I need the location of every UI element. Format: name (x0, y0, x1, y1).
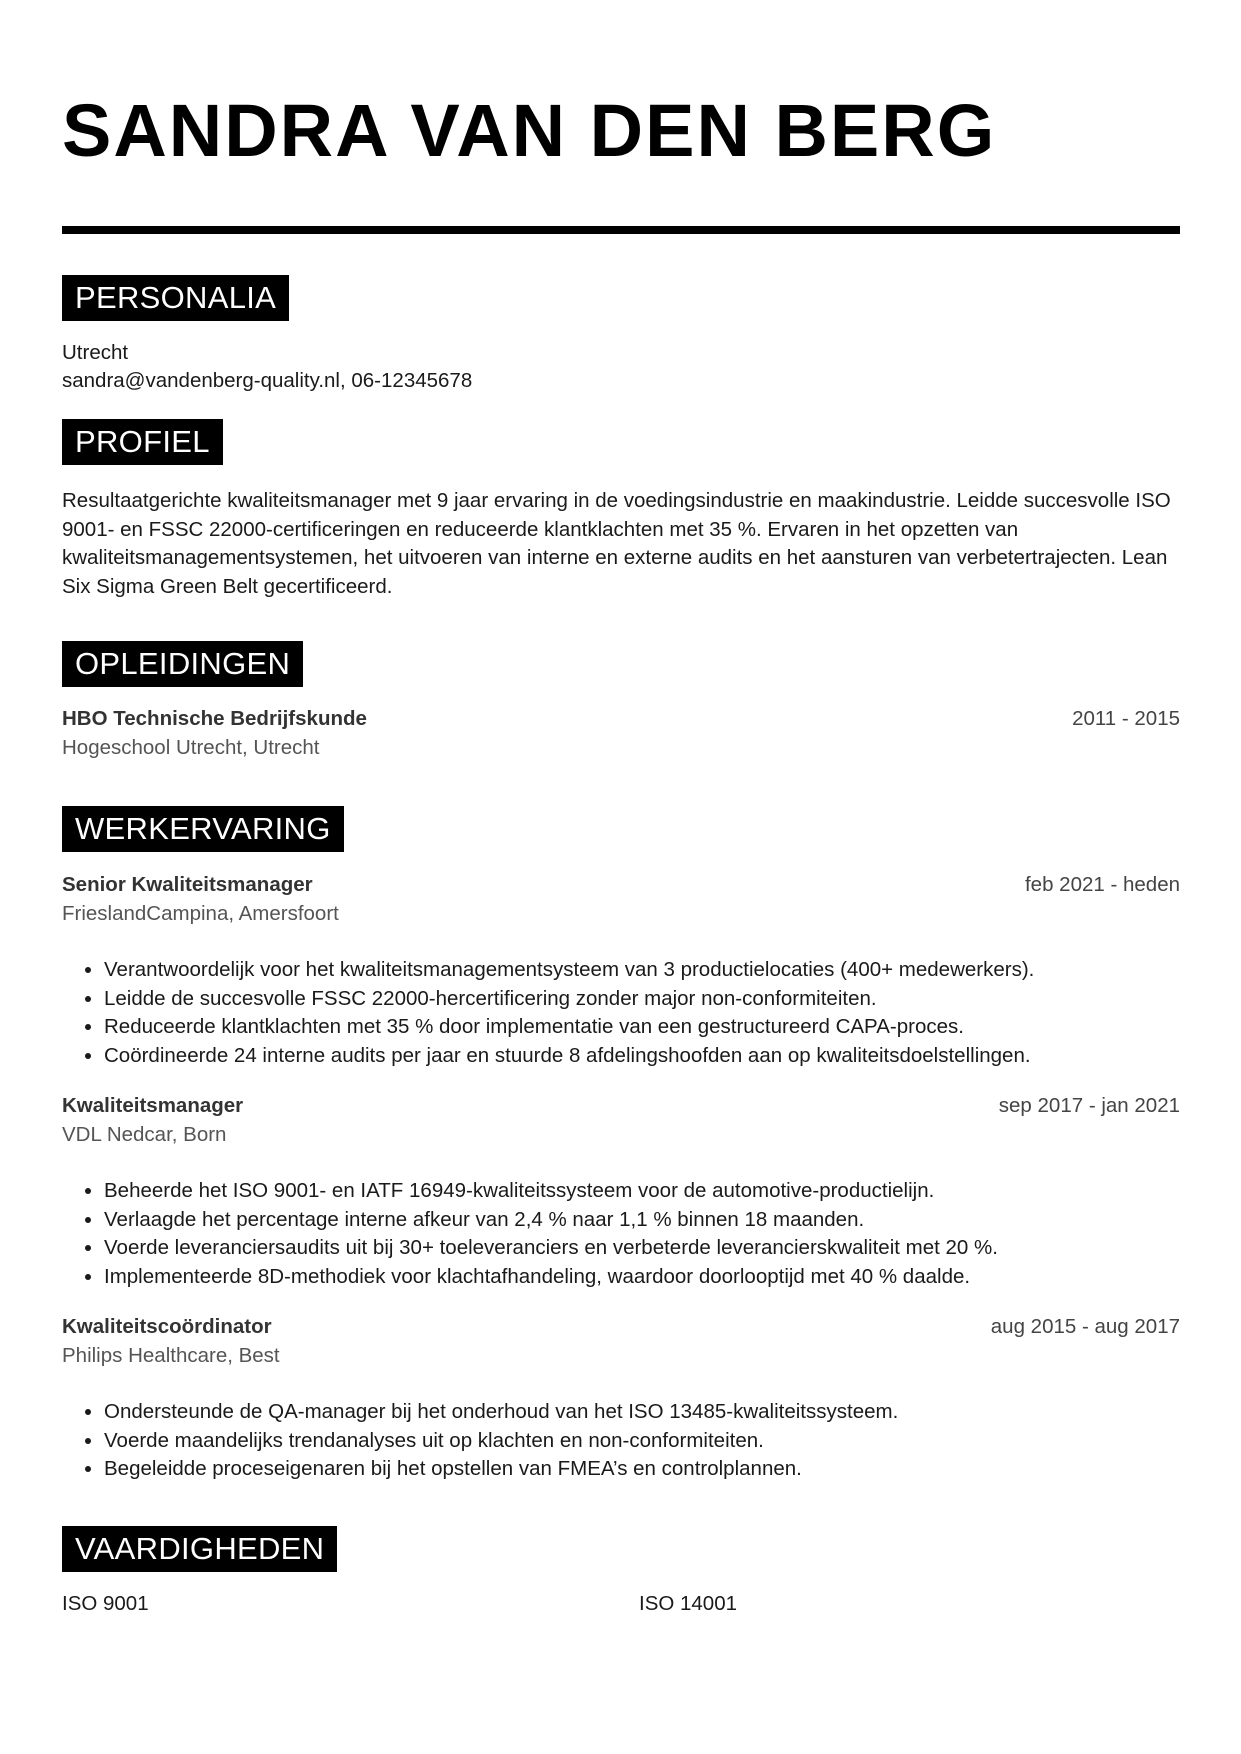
education-title: HBO Technische Bedrijfskunde (62, 707, 367, 730)
job-bullet: • Verantwoordelijk voor het kwaliteitsmanagementsysteem van 3 productielocaties (400+ medewerkers). (104, 956, 1034, 985)
job-date: feb 2021 - heden (1024, 873, 1180, 896)
job-bullet: • Voerde maandelijks trendanalyses uit op klachten en non-conformiteiten. (104, 1427, 898, 1456)
job-bullet: • Implementeerde 8D-methodiek voor klachtafhandeling, waardoor doorlooptijd met 40 % daalde. (104, 1263, 998, 1292)
education-date: 2011 - 2015 (1072, 707, 1180, 730)
education-institution: Hogeschool Utrecht, Utrecht (62, 736, 320, 759)
job-bullet: • Coördineerde 24 interne audits per jaar en stuurde 8 afdelingshoofden aan op kwaliteitsdoelstellingen. (104, 1042, 1034, 1071)
profile-text: Resultaatgerichte kwaliteitsmanager met 9 jaar ervaring in de voedingsindustrie en maakindustrie. Leidde succesvolle ISO 9001- en FSSC 22000-certificeringen en reduceerde klantklachten met 35 %. Ervaren in het opzetten van kwaliteitsmanagementsystemen, het uitvoeren van interne en externe audits en het aansturen van verbetertrajecten. Lean Six Sigma Green Belt gecertificeerd. (62, 489, 1171, 598)
job-company: FrieslandCampina, Amersfoort (62, 902, 339, 925)
skill-item: ISO 9001 (62, 1592, 149, 1615)
job-title: Senior Kwaliteitsmanager (62, 873, 313, 896)
skill-item: ISO 14001 (639, 1592, 738, 1615)
job-bullet: • Verlaagde het percentage interne afkeur van 2,4 % naar 1,1 % binnen 18 maanden. (104, 1206, 998, 1235)
job-bullet: • Beheerde het ISO 9001- en IATF 16949-kwaliteitssysteem voor de automotive-productielijn. (104, 1177, 998, 1206)
job-bullets (62, 956, 1034, 1071)
job-bullets (62, 1398, 898, 1484)
job-company: VDL Nedcar, Born (62, 1123, 227, 1146)
job-date: aug 2015 - aug 2017 (990, 1315, 1180, 1338)
section-header-personalia: PERSONALIA (62, 275, 289, 321)
section-header-profiel: PROFIEL (62, 419, 223, 465)
job-bullets (62, 1177, 998, 1292)
personal-city: Utrecht (62, 341, 129, 364)
job-bullet: • Reduceerde klantklachten met 35 % door implementatie van een gestructureerd CAPA-proces. (104, 1013, 1034, 1042)
job-bullet: • Ondersteunde de QA-manager bij het onderhoud van het ISO 13485-kwaliteitssysteem. (104, 1398, 898, 1427)
job-title: Kwaliteitscoördinator (62, 1315, 272, 1338)
section-header-werkervaring: WERKERVARING (62, 806, 344, 852)
section-header-vaardigheden: VAARDIGHEDEN (62, 1526, 337, 1572)
personal-contact: sandra@vandenberg-quality.nl, 06-12345678 (62, 369, 473, 392)
job-bullet: • Begeleidde proceseigenaren bij het opstellen van FMEA’s en controlplannen. (104, 1455, 898, 1484)
header-divider (62, 226, 1180, 234)
job-bullet: • Voerde leveranciersaudits uit bij 30+ toeleveranciers en verbeterde leverancierskwaliteit met 20 %. (104, 1234, 998, 1263)
job-company: Philips Healthcare, Best (62, 1344, 280, 1367)
candidate-name: SANDRA VAN DEN BERG (62, 89, 997, 172)
section-header-opleidingen: OPLEIDINGEN (62, 641, 303, 687)
job-title: Kwaliteitsmanager (62, 1094, 244, 1117)
job-date: sep 2017 - jan 2021 (998, 1094, 1180, 1117)
job-bullet: • Leidde de succesvolle FSSC 22000-hercertificering zonder major non-conformiteiten. (104, 985, 1034, 1014)
